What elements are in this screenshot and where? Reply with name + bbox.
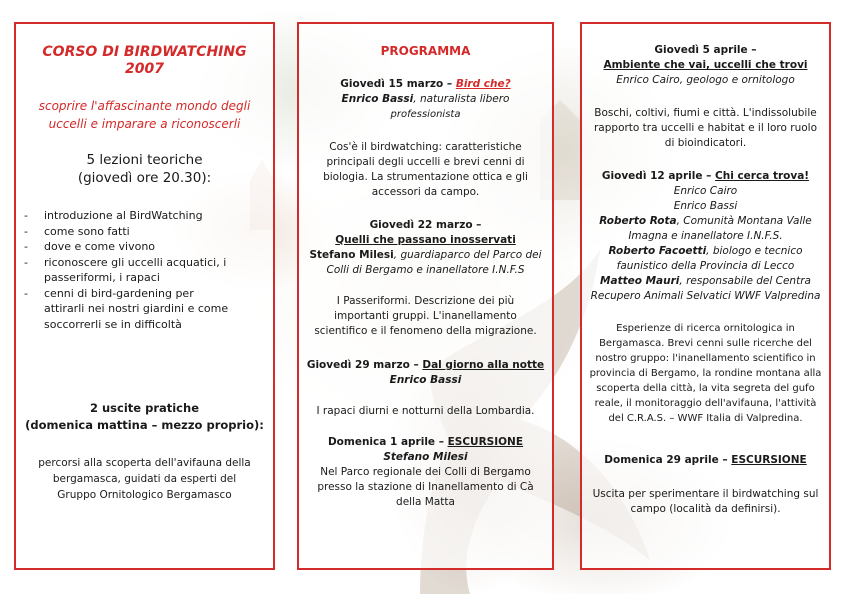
course-subtitle-line2: uccelli e imparare a riconoscerli	[48, 117, 241, 131]
event-6-speaker-5: Matteo Mauri, responsabile del Centra	[600, 275, 811, 287]
event-1-title: Bird che?	[455, 78, 511, 90]
event-5-desc-line2: rapporto tra uccelli e habitat e il loro ruolo	[593, 122, 818, 134]
event-6-speaker-4: Roberto Facoetti, biologo e tecnico	[608, 245, 803, 257]
field-trips-desc-line1: percorsi alla scoperta dell'avifauna della	[38, 457, 251, 469]
event-4-speaker: Stefano Milesi	[383, 451, 468, 463]
event-5-desc-line1: Boschi, coltivi, fiumi e città. L'indissolubile	[594, 107, 817, 119]
event-2-speaker: Stefano Milesi, guardiaparco del Parco dei	[309, 249, 542, 261]
event-6-speaker-3-role: Imagna e inanellatore I.N.F.S.	[628, 230, 783, 242]
event-5-speaker: Enrico Cairo, geologo e ornitologo	[616, 74, 795, 86]
event-6-desc-line4: provincia di Bergamo, la rondine montana alla	[589, 368, 822, 379]
event-6-desc-line1: Esperienze di ricerca ornitologica in	[616, 323, 795, 334]
list-item: - riconoscere gli uccelli acquatici, i passeriformi, i rapaci	[24, 255, 227, 284]
event-6-desc-line3: nostro gruppo: l'inanellamento scientifico in	[595, 353, 816, 364]
event-6-desc-line7: del C.R.A.S. – WWF Italia di Valpredina.	[608, 413, 803, 424]
event-2-desc-line2: importanti gruppi. L'inanellamento	[334, 310, 517, 322]
lessons-heading: 5 lezioni teoriche	[86, 152, 203, 168]
event-7-desc-line2: campo (località da definirsi).	[630, 503, 781, 515]
event-1-desc-line4: accessori da campo.	[371, 186, 480, 198]
event-6-speaker-2: Enrico Bassi	[673, 200, 738, 212]
program-panel-1	[297, 22, 554, 570]
event-4-desc-line1: Nel Parco regionale dei Colli di Bergamo	[320, 466, 531, 478]
program-panel-2	[580, 22, 831, 570]
event-2-title: Quelli che passano inosservati	[335, 234, 516, 246]
event-4-title: ESCURSIONE	[447, 436, 524, 448]
event-6-title: Chi cerca trova!	[715, 170, 810, 182]
course-title: CORSO DI BIRDWATCHING	[42, 44, 247, 60]
event-3-desc: I rapaci diurni e notturni della Lombardia.	[316, 405, 535, 417]
event-2-speaker-role: Colli di Bergamo e inanellatore I.N.F.S	[326, 264, 525, 276]
event-3-title: Dal giorno alla notte	[422, 359, 545, 371]
course-intro-panel	[14, 22, 275, 570]
event-3-speaker: Enrico Bassi	[389, 374, 462, 386]
event-2-date: Giovedì 22 marzo –	[369, 219, 482, 231]
event-4-desc-line2: presso la stazione di Inanellamento di Cà	[317, 481, 534, 493]
event-6-speaker-1: Enrico Cairo	[673, 185, 738, 197]
event-1-speaker: Enrico Bassi, naturalista libero	[341, 93, 510, 105]
event-6-header: Giovedì 12 aprile – Chi cerca trova!	[601, 170, 810, 182]
event-2-desc-line3: scientifico e il fenomeno della migrazione.	[314, 325, 537, 337]
course-subtitle-line1: scoprire l'affascinante mondo degli	[38, 99, 251, 113]
event-2-desc-line1: I Passeriformi. Descrizione dei più	[336, 295, 515, 307]
list-item: - come sono fatti	[24, 224, 130, 238]
event-4-header: Domenica 1 aprile – ESCURSIONE	[327, 436, 524, 448]
event-6-desc-line2: Bergamasca. Brevi cenni sulle ricerche del	[599, 338, 812, 349]
event-1-desc-line2: principali degli uccelli e brevi cenni di	[326, 156, 525, 168]
event-6-desc-line6: reale, il monitoraggio dell'avifauna, l'attività	[594, 398, 817, 409]
list-item: - cenni di bird-gardening per attirarli nei nostri giardini e come soccorrerli se in difficoltà	[24, 286, 229, 331]
event-5-title: Ambiente che vai, uccelli che trovi	[603, 59, 808, 71]
field-trips-schedule: (domenica mattina – mezzo proprio):	[25, 418, 264, 432]
field-trips-desc-line2: bergamasca, guidati da esperti del	[52, 473, 237, 485]
list-item: - introduzione al BirdWatching	[24, 209, 203, 222]
program-heading: PROGRAMMA	[380, 44, 471, 58]
event-3-header: Giovedì 29 marzo – Dal giorno alla notte	[306, 359, 545, 371]
field-trips-desc-line3: Gruppo Ornitologico Bergamasco	[57, 489, 232, 501]
field-trips-heading: 2 uscite pratiche	[89, 401, 199, 415]
event-5-date: Giovedì 5 aprile –	[654, 44, 757, 56]
list-item: - dove e come vivono	[24, 240, 156, 253]
event-7-header: Domenica 29 aprile – ESCURSIONE	[604, 454, 807, 466]
event-6-speaker-3: Roberto Rota, Comunità Montana Valle	[599, 215, 812, 227]
event-6-desc-line5: scoperta della città, la vita segreta del gufo	[596, 383, 815, 394]
event-5-desc-line3: di bioindicatori.	[664, 137, 747, 149]
event-4-desc-line3: della Matta	[396, 496, 455, 508]
event-6-speaker-4-role: faunistico della Provincia di Lecco	[616, 260, 795, 272]
event-1-desc-line1: Cos'è il birdwatching: caratteristiche	[329, 141, 522, 153]
event-1-speaker-role: professionista	[390, 109, 461, 120]
course-year: 2007	[125, 61, 164, 77]
event-1-desc-line3: biologia. La strumentazione ottica e gli	[323, 171, 528, 183]
event-6-speaker-5-role: Recupero Animali Selvatici WWF Valpredina	[590, 290, 821, 302]
lessons-schedule: (giovedì ore 20.30):	[77, 170, 212, 186]
event-1-header: Giovedì 15 marzo – Bird che?	[340, 78, 511, 90]
event-7-title: ESCURSIONE	[731, 454, 807, 466]
lesson-topics-list	[24, 208, 265, 332]
event-7-desc-line1: Uscita per sperimentare il birdwatching sul	[592, 488, 819, 500]
